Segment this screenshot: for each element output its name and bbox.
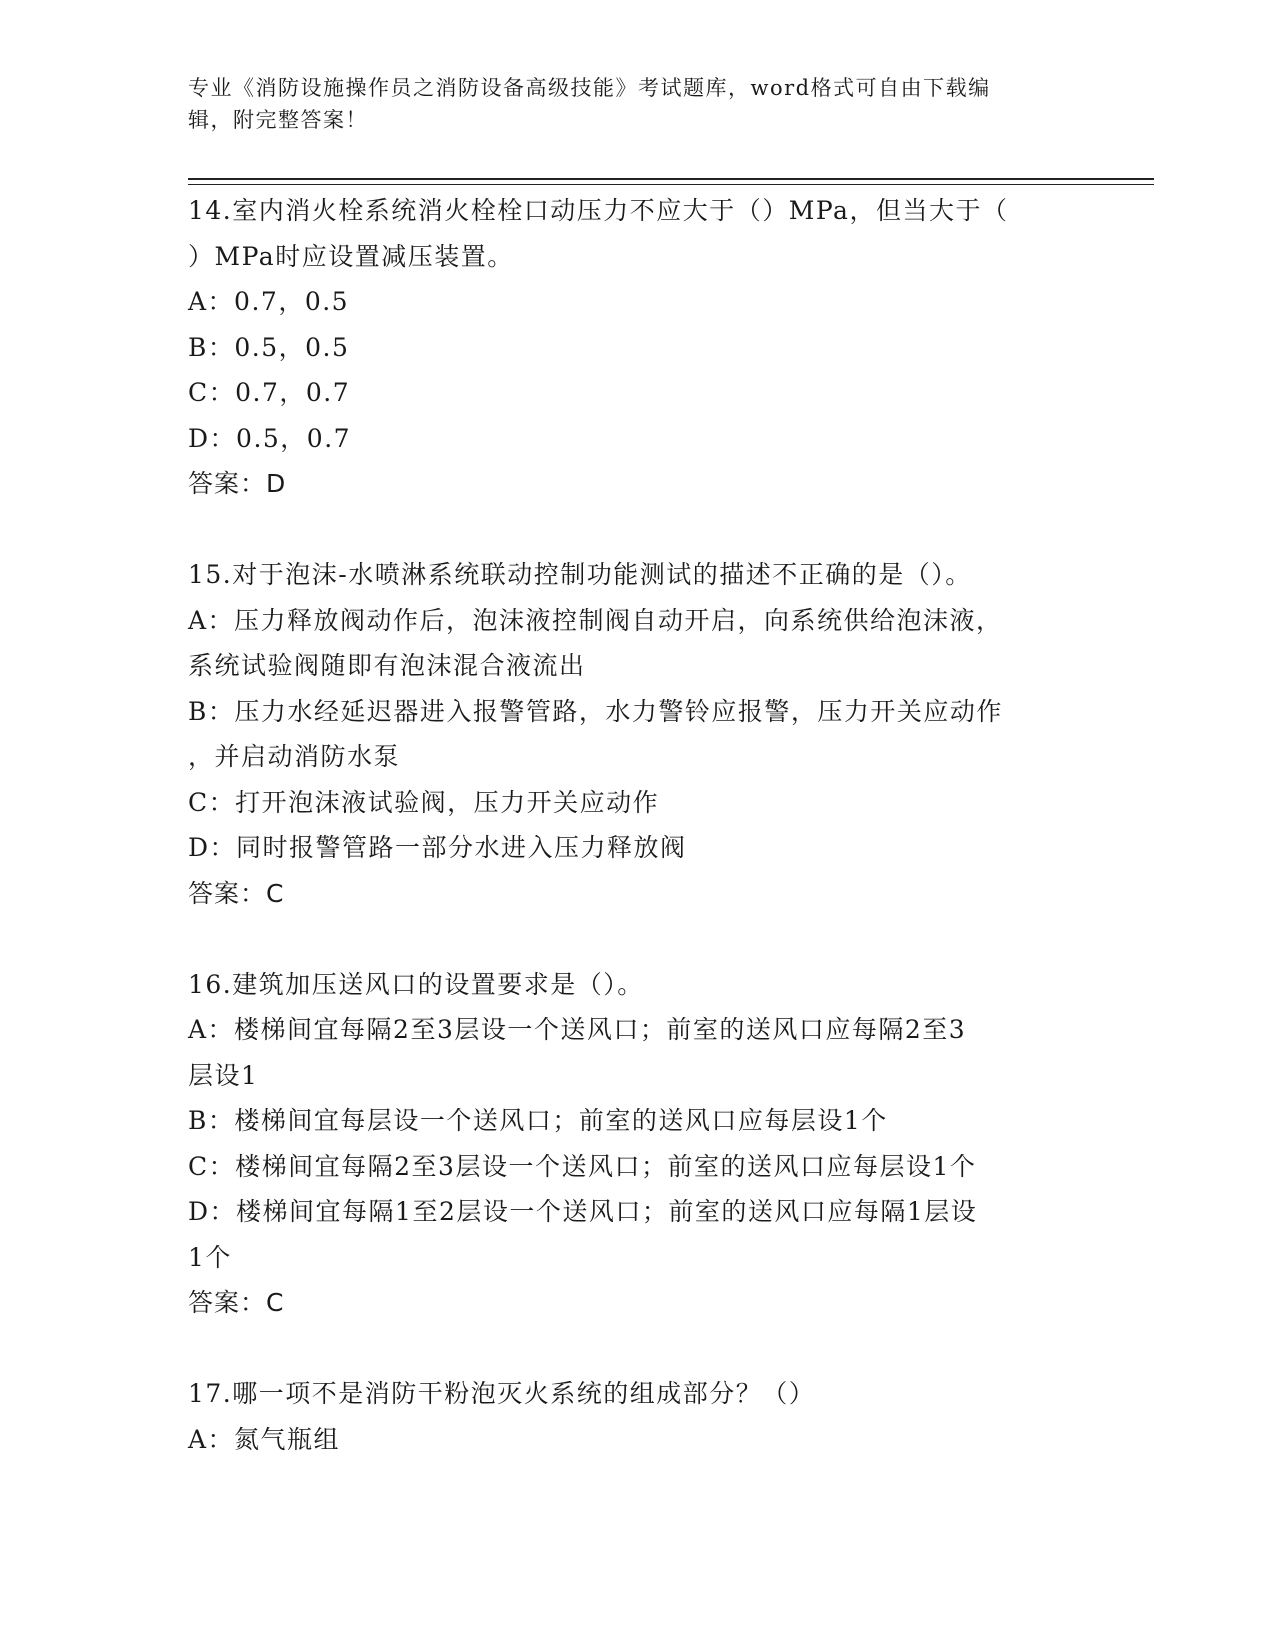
- question-stem: 17.哪一项不是消防干粉泡灭火系统的组成部分？（）: [188, 1379, 816, 1408]
- answer-option: C：打开泡沫液试验阀，压力开关应动作: [188, 787, 660, 817]
- answer-option: A：0.7，0.5: [188, 287, 350, 316]
- answer-option: B：0.5，0.5: [188, 332, 350, 362]
- answer-option: A：压力释放阀动作后，泡沫液控制阀自动开启，向系统供给泡沫液，: [188, 605, 1003, 635]
- question-block: [188, 962, 1088, 1326]
- question-stem: 15.对于泡沫-水喷淋系统联动控制功能测试的描述不正确的是（）。: [188, 560, 972, 589]
- answer-option: C：楼梯间宜每隔2至3层设一个送风口；前室的送风口应每层设1个: [188, 1151, 977, 1181]
- answer-option: B：压力水经延迟器进入报警管路，水力警铃应报警，压力开关应动作: [188, 696, 1003, 726]
- question-stem: 14.室内消火栓系统消火栓栓口动压力不应大于（）MPa，但当大于（: [188, 196, 1009, 225]
- header-line: 专业《消防设施操作员之消防设备高级技能》考试题库，word格式可自由下载编: [188, 76, 991, 100]
- answer-option: 1个: [188, 1242, 232, 1272]
- question-list: [188, 188, 1088, 1462]
- question-gap: [188, 1326, 1088, 1372]
- answer-option: D：同时报警管路一部分水进入压力释放阀: [188, 833, 687, 862]
- question-block: [188, 1371, 1088, 1462]
- header-line: 辑，附完整答案！: [188, 108, 368, 132]
- answer-option: ，并启动消防水泵: [188, 742, 401, 771]
- answer-option: D：楼梯间宜每隔1至2层设一个送风口；前室的送风口应每隔1层设: [188, 1197, 978, 1226]
- answer-option: B：楼梯间宜每层设一个送风口；前室的送风口应每层设1个: [188, 1106, 888, 1135]
- header-divider: [188, 178, 1154, 180]
- answer-option: D：0.5，0.7: [188, 423, 352, 453]
- answer-option: 层设1: [188, 1060, 259, 1090]
- answer-option: 系统试验阀随即有泡沫混合液流出: [188, 651, 586, 680]
- answer-option: C：0.7，0.7: [188, 378, 351, 407]
- question-stem: ）MPa时应设置减压装置。: [188, 241, 514, 271]
- answer-key: 答案：D: [188, 469, 287, 498]
- answer-option: A：氮气瓶组: [188, 1424, 341, 1454]
- answer-option: A：楼梯间宜每隔2至3层设一个送风口；前室的送风口应每隔2至3: [188, 1015, 967, 1044]
- question-block: [188, 552, 1088, 916]
- header-divider: [188, 184, 1154, 185]
- answer-key: 答案：C: [188, 1288, 285, 1317]
- document-header: [188, 72, 1068, 136]
- question-gap: [188, 916, 1088, 962]
- answer-key: 答案：C: [188, 878, 285, 908]
- question-gap: [188, 507, 1088, 553]
- question-stem: 16.建筑加压送风口的设置要求是（）。: [188, 969, 644, 999]
- question-block: [188, 188, 1088, 507]
